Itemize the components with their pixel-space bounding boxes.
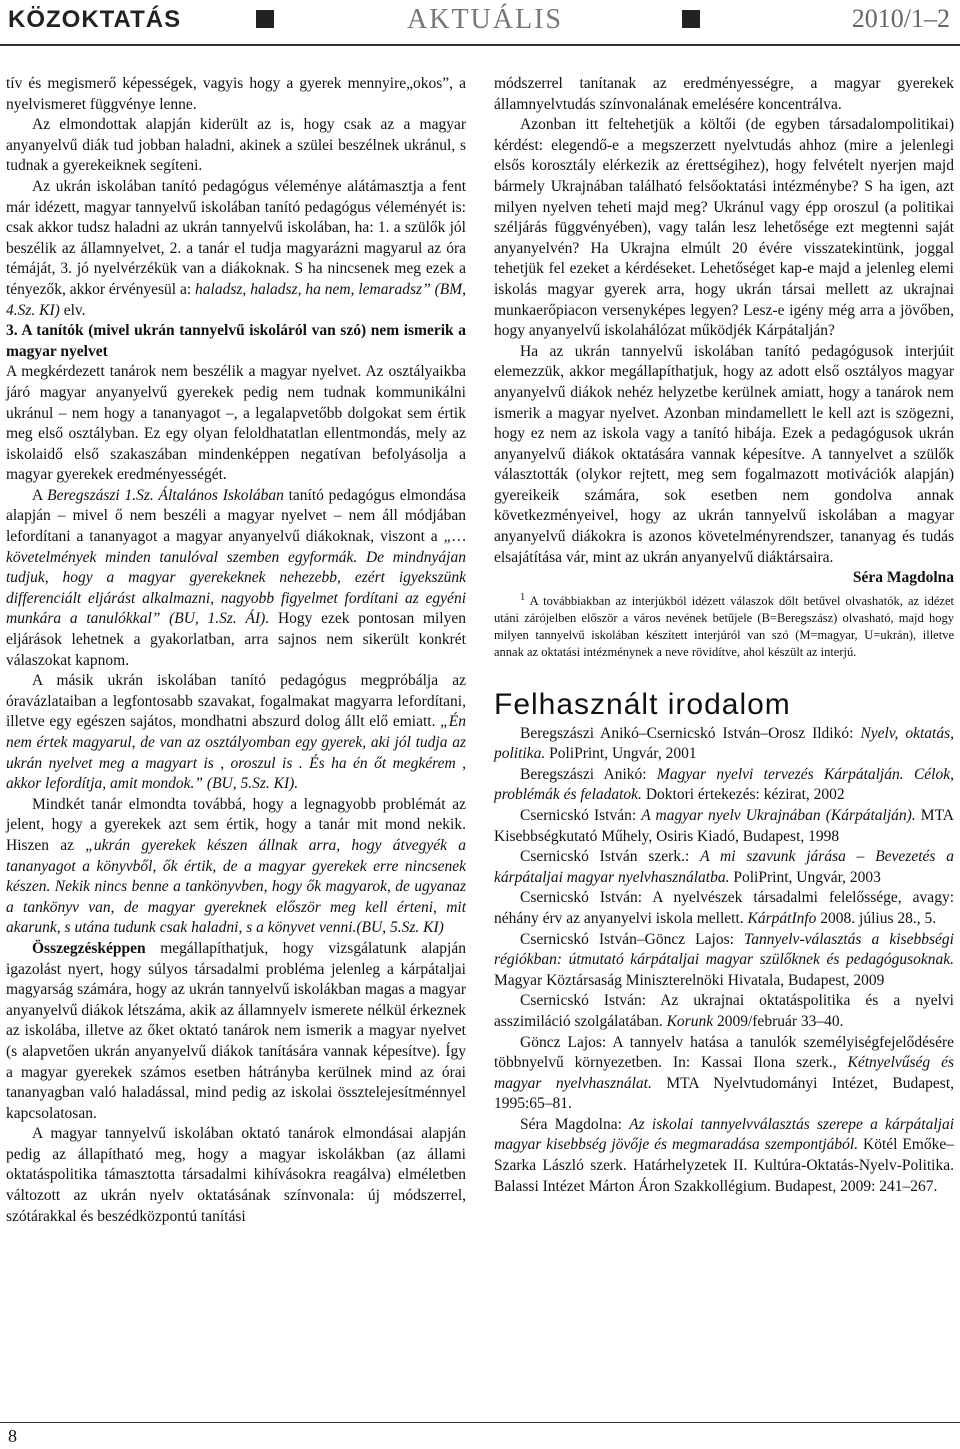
reference-item bbox=[494, 847, 954, 888]
reference-text: Csernicskó István: bbox=[520, 806, 642, 824]
text-run: Hogy ezek pontosan milyen eljárások lehetnek a gyakorlatban, arra sajnos nem sikerült konkrét válaszokat kapnom. bbox=[6, 610, 466, 669]
reference-title: Nyelv, oktatás, politika. bbox=[494, 724, 954, 763]
reference-text: Göncz Lajos: A tannyelv hatása a tanulók személyiségfejelődésére többnyelvű környezetben. In: Kassai Ilona szerk., bbox=[494, 1033, 954, 1072]
paragraph: Azonban itt feltehetjük a költői (de egyben társadalompolitikai) kérdést: elegendő-e a megszerzett nyelvtudás ahhoz (mire a jelenlegi elsős korosztály elérkezik az érettségihez), hogy felvételt nyerjen majd bármely Ukrajnában található felsőoktatási intézménybe? S ha igen, azt milyen nyelven teheti majd meg? Ukránul vagy épp oroszul (a politikai széljárás függvényében), vagy talán lesz lehetősége ezt megtenni saját anyanyelvén? Ha Ukrajna elmúlt 20 évére visszatekintünk, joggal tehetjük fel ezeket a kérdéseket. Lehetőséget kap-e majd a jelenleg elemi iskolás magyar gyerek arra, hogy ukrán társai mellett az ukrajnai munkaerőpiacon versenyképes legyen? Lesz-e igény még arra a jövőben, hogy anyanyelvű iskolahálózat működjék Kárpátalján? bbox=[494, 116, 954, 340]
reference-text: MTA Nyelvtudományi Intézet, Budapest, 1995:65–81. bbox=[494, 1074, 954, 1113]
reference-item bbox=[494, 1033, 954, 1115]
reference-item bbox=[494, 765, 954, 806]
text-run: tanító pedagógus elmondása alapján – mivel ő nem beszéli a magyar nyelvet – nem áll módjában lefordítani a tananyagot a magyar anyanyelvű diákoknak, viszont a bbox=[6, 486, 467, 546]
header-divider bbox=[0, 44, 960, 46]
reference-item bbox=[494, 806, 954, 847]
paragraph bbox=[6, 671, 466, 795]
reference-text: Csernicskó István: A nyelvészek társadalmi felelőssége, avagy: néhány érv az anyanyelvi iskola mellett. bbox=[494, 889, 954, 927]
reference-title: KárpátInfo bbox=[747, 909, 817, 927]
reference-text: 2009/február 33–40. bbox=[713, 1012, 844, 1030]
reference-title: Tannyelv-választás a kisebbségi régiókban: útmutató kárpátaljai magyar szülőknek és pedagógusoknak. bbox=[494, 930, 954, 969]
reference-text: Séra Magdolna: bbox=[520, 1115, 630, 1133]
paragraph: módszerrel tanítanak az eredményességre, a magyar gyerekek államnyelvtudás színvonalának emelésére koncentrálva. bbox=[494, 75, 954, 113]
reference-text: 2008. július 28., 5. bbox=[816, 909, 937, 927]
reference-text: Beregszászi Anikó: bbox=[520, 765, 657, 783]
paragraph bbox=[6, 795, 466, 939]
paragraph bbox=[6, 177, 466, 321]
section-heading: 3. A tanítók (mivel ukrán tannyelvű iskoláról van szó) nem ismerik a magyar nyelvet bbox=[6, 322, 466, 360]
quote-run: „Én nem értek magyarul, de van az osztályomban egy gyerek, aki jól tudja az ukrán nyelvet meg a magyart is , oroszul is . És ha én őt megkérem , akkor lefordítja, amit mondok.” (BU, 5.Sz. KI). bbox=[6, 713, 466, 793]
quote-run: Beregszászi 1.Sz. Általános Iskolában bbox=[47, 486, 284, 504]
paragraph bbox=[6, 939, 466, 1124]
quote-run: „ukrán gyerekek készen állnak arra, hogy átvegyék a tananyagot a könyvből, ők értik, de a magyar gyerekek erre nincsenek készen. Nekik nincs benne a tankönyvben, hogy ők magyarok, de ugyanaz a tankönyv van, de magyar gyereknek először meg kell érteni, mit akarunk, s utána tudunk csak haladni, s a könyvet venni.(BU, 5.Sz. KI) bbox=[6, 836, 466, 937]
reference-title: Magyar nyelvi tervezés Kárpátalján. Célok, problémák és feladatok. bbox=[494, 765, 954, 804]
footnote-mark: 1 bbox=[520, 591, 526, 603]
reference-text: Magyar Köztársaság Miniszterelnöki Hivatala, Budapest, 2009 bbox=[494, 971, 885, 989]
footnote-text: A továbbiakban az interjúkból idézett válaszok dőlt betűvel olvashatók, az idézet utáni zárójelben először a város nevének betűjele (B=Beregszász) olvasható, majd hogy milyen tannyelvű iskolában készített interjúról van szó (M=magyar, U=ukrán), illetve annak az oktatási intézménynek a neve rövidítve, ahol készült az interjú. bbox=[494, 594, 954, 659]
reference-title: A magyar nyelv Ukrajnában (Kárpátalján). bbox=[641, 806, 916, 824]
paragraph: A magyar tannyelvű iskolában oktató tanárok elmondásai alapján pedig az állapítható meg, hogy a magyar iskolákban (az állami oktatáspolitika támasztotta társadalmi kihívásokra reagálva) elméletben változott az ukrán nyelv oktatásának színvonala: új módszerrel, szótárakkal és beszédközpontú tanítási bbox=[6, 1125, 466, 1225]
left-column bbox=[6, 74, 466, 1227]
page-header bbox=[0, 0, 960, 44]
reference-item bbox=[494, 930, 954, 992]
quote-run: „… követelmények minden tanulóval szemben egyformák. De mindnyájan tudjuk, hogy a magyar gyerekeknek nehezebb, ezért igyekszünk differenciált eljárást alkalmazni, nagyobb figyelmet fordítani az egyéni munkára a tanulókkal” (BU, 1.Sz. ÁI). bbox=[6, 528, 466, 628]
reference-title: Korunk bbox=[666, 1012, 714, 1030]
reference-title: Kétnyelvűség és magyar nyelvhasználat. bbox=[494, 1054, 955, 1092]
reference-title: Az iskolai tannyelvválasztás szerepe a kárpátaljai magyar kisebbség jövője és megmaradása szempontjából. bbox=[494, 1115, 955, 1154]
reference-item bbox=[494, 991, 954, 1032]
square-bullet-icon bbox=[682, 10, 700, 28]
reference-item bbox=[494, 724, 954, 765]
quote-run: haladsz, haladsz, ha nem, lemaradsz” (BM, 4.Sz. KI) bbox=[6, 280, 467, 319]
text-run: megállapíthatjuk, hogy vizsgálatunk alapján igazolást nyert, hogy súlyos társadalmi probléma jelenleg a kárpátaljai magyarság számára, hogy az ukrán tannyelvű iskolákban magas a magyar anyanyelvű diákok létszáma, akik az államnyelv ismerete nélkül érkeznek az iskolába, illetve az őket oktató tanárok nem ismerik a magyar nyelvet (s alapvetően ukrán anyanyelvű diákok tanítására vannak képesítve). Így a magyar gyerekek számos esetben hátrányba kerülnek mind az órai tananyagban való haladással, mind pedig az iskolai össztelejesítménnyel kapcsolatosan. bbox=[6, 939, 466, 1122]
reference-text: PoliPrint, Ungvár, 2001 bbox=[545, 745, 697, 763]
reference-title: A mi szavunk járása – Bevezetés a kárpátaljai magyar nyelvhasználatba. bbox=[494, 848, 954, 886]
square-bullet-icon bbox=[256, 10, 274, 28]
reference-text: Beregszászi Anikó–Csernicskó István–Orosz Ildikó: bbox=[520, 724, 861, 742]
paragraph: A megkérdezett tanárok nem beszélik a magyar nyelvet. Az osztályaikba járó magyar anyanyelvű gyerekek pedig nem tudnak kommunikálni ukránul – nem hogy a tananyagot –, a legalapvetőbb dolgokat sem értik meg első osztályban. Ez egy olyan feloldhatatlan ellentmondás, mely az iskolaidő első szakaszában mindenképpen negatívan befolyásolja a magyar gyerekek eredményességét. bbox=[6, 363, 466, 484]
text-run: A másik ukrán iskolában tanító pedagógus megpróbálja az óravázlataiban a legfontosabb szavakat, fogalmakat magyarra lefordítani, illetve egy egészen sajátos, mondhatni abszurd dolog állt elő emiatt. bbox=[6, 672, 466, 731]
footnote bbox=[494, 589, 954, 661]
reference-item bbox=[494, 888, 954, 929]
text-run: Mindkét tanár elmondta továbbá, hogy a legnagyobb problémát az jelent, hogy a gyerekek azt sem értik, hogy a tanár mit mond nekik. Hiszen az bbox=[6, 795, 466, 854]
reference-text: Kötél Emőke–Szarka László szerk. Határhelyzetek II. Kultúra-Oktatás-Nyelv-Politika. Balassi Intézet Márton Áron Szakkollégium. Budapest, 2009: 241–267. bbox=[494, 1136, 954, 1195]
references-list bbox=[494, 724, 954, 1198]
bold-run: Összegzésképpen bbox=[32, 939, 146, 957]
reference-text: MTA Kisebbségkutató Műhely, Osiris Kiadó, Budapest, 1998 bbox=[494, 806, 954, 845]
text-run: A bbox=[32, 486, 48, 504]
journal-name: KÖZOKTATÁS bbox=[8, 6, 182, 33]
reference-text: PoliPrint, Ungvár, 2003 bbox=[729, 868, 881, 886]
reference-text: Csernicskó István: Az ukrajnai oktatáspolitika és a nyelvi asszimiláció szolgálatában. bbox=[494, 992, 954, 1030]
issue-number: 2010/1–2 bbox=[851, 4, 950, 33]
text-run: elv. bbox=[59, 301, 86, 319]
footer-divider bbox=[0, 1422, 960, 1423]
reference-item bbox=[494, 1115, 954, 1197]
reference-text: Csernicskó István–Göncz Lajos: bbox=[520, 930, 745, 948]
reference-text: Doktori értekezés: kézirat, 2002 bbox=[641, 786, 845, 804]
page-number: 8 bbox=[8, 1426, 17, 1446]
paragraph bbox=[6, 486, 466, 671]
paragraph: tív és megismerő képességek, vagyis hogy a gyerek mennyire„okos”, a nyelvismeret függvénye lenne. bbox=[6, 75, 466, 113]
paragraph: Ha az ukrán tannyelvű iskolában tanító pedagógusok interjúit elemezzük, akkor megállapíthatjuk, hogy az adott első osztályos magyar anyanyelvű diákok nehéz helyzetbe kerülnek amiatt, hogy a tanárok nem ismerik a magyar nyelvet. Azonban mindamellett le kell azt is szögezni, hogy ez nem az iskola vagy a tanító hibája. Ezek a pedagógusok ukrán anyanyelvű diákok oktatására vannak képesítve. A tannyelvet a szülők választották (olykor rejtett, meg sem fogalmazott motivációk alapján) gyereikeik számára, sok esetben nem gondolva annak következményeivel, hogy az ukrán tannyelvű iskolában a magyar anyanyelvű diákokra is azonos követelményrendszer, tananyag és tudás elsajátítása vár, mint az ukrán anyanyelvű diáktársaira. bbox=[494, 342, 954, 566]
paragraph: Az elmondottak alapján kiderült az is, hogy csak az a magyar anyanyelvű diák tud jobban haladni, akinek a szülei beszélnek ukránul, s tudnak a gyerekeiknek segíteni. bbox=[6, 116, 466, 175]
right-column bbox=[494, 74, 954, 1197]
reference-text: Csernicskó István szerk.: bbox=[520, 848, 701, 866]
text-run: Az ukrán iskolában tanító pedagógus véleménye alátámasztja a fent már idézett, magyar tannyelvű iskolában tanító pedagógus véleményét is: csak akkor tudsz haladni az ukrán tannyelvű iskolában, ha: 1. a szülők jól beszélik az államnyelvet, 2. a tanár el tudja magyarázni magyarul az óra témáját, 3. jó nyelvérzékük van a diákoknak. S ha nincsenek meg ezek a tényezők, akkor érvényesül a: bbox=[6, 177, 466, 298]
section-name: AKTUÁLIS bbox=[407, 4, 563, 35]
references-title: Felhasznált irodalom bbox=[494, 688, 791, 721]
author-signature: Séra Magdolna bbox=[852, 569, 954, 587]
